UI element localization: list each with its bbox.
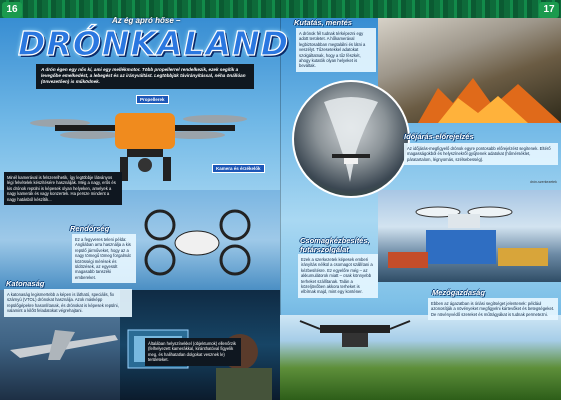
- rendorseg-text: Ez a fegyveres teleni példa: Angliában arra használja a kis repülő járműveket, hogy az a nagy tömegű tömeg forgalmát közösségi mérések és üldözések, az egyesült magasabb tanszéki embereket.: [72, 234, 136, 283]
- csomag-heading: Csomagkézbesítés, futárszolgálat: [300, 236, 370, 254]
- katonasag-text: A katonaság legismertebb a képen is látható, speciális, fix szárnyú (VTOL) drónokat használja. Azok másképp repülőgépekre hasonlítanak, és drónokat is képesek repülni, valamint a kilőtt feladatokat végrehajtani.: [4, 289, 132, 317]
- kutatas-text: A drónok fél tudnak térképezni egy adott területet. A hőkamerával legbiztosabban megtalálni és látni a veszélyt. Tűzesetekkel adatokat szolgáltatnak, hogy a tűz fészkét, ahogy kutatók olyan helyeket is beváltak.: [296, 28, 376, 72]
- intro-text: A drón égen egy nős kí, ami egy mellékmotor. Több propellerrel rendelkezik, ezek segítik a levegőbe emelkedést, a lebegést és az irányváltást. Legtöbbjük távirányítással, néha önállóan (önvezetően) is működnek.: [36, 64, 254, 89]
- parts-text: Minél kamerával is felszerelhetik, így legtöbbje látványos légi felvételek készítésére használják. Még a nagy, erős és kis drónok repülni is képesek olyan helyeken, amelyek a nagy kamerák és vagy konzertek. Ha persze mindent a nagy hatásból készítik...: [4, 172, 122, 205]
- idojaras-text: Az időjárás-megfigyelő drónok egyre pontosabb előrejelzést segítenek. Eltérő magasságokból és helyszínekről gyűjtenek adatokat (hőmérséklet, páratartalom, légnyomás, szélsebesség).: [404, 143, 558, 165]
- control-text: Általában helyszínekkel (objektumok) ellenőrzik (felhelyezett kamerákkal, kiránthatóval figyelik meg, és halihatatlan dolgokat vesznek le) területeket.: [145, 338, 241, 366]
- kutatas-heading: Kutatás, mentés: [294, 18, 352, 27]
- delivery-port-photo: [378, 190, 561, 282]
- csomag-text: Ezek a szerkezetek képesek emberi irányítás nélkül a csomagot szállítani a kézbesítésre. Ez egyelőre még – az akkumulátorok miatt – csak könnyebb terheket szállítanak. Talán a közeljövőben akkora terheket is elbírnak majd, mint egy konténer.: [298, 254, 378, 298]
- page-title: DRÓNKALAND: [18, 24, 290, 63]
- page-number-left: 16: [2, 2, 22, 18]
- page-number-right: 17: [539, 2, 559, 18]
- farming-drone-photo: [280, 315, 561, 400]
- mezo-heading: Mezőgazdaság: [432, 288, 485, 297]
- katonasag-heading: Katonaság: [6, 279, 45, 288]
- propeller-label: Propellerek: [136, 95, 169, 104]
- camera-label: Kamera és érzékelők: [212, 164, 265, 173]
- photo-credit: drón-szerkezetek: [530, 180, 557, 184]
- wildfire-photo: [378, 18, 561, 123]
- police-drone-illustration: [140, 205, 255, 280]
- rendorseg-heading: Rendőrség: [70, 224, 110, 233]
- title-kicker: Az ég apró hőse –: [112, 16, 181, 25]
- idojaras-heading: Időjárás-előrejelzés: [404, 132, 474, 141]
- tornado-photo: [292, 80, 410, 198]
- mezo-text: Ebben az ágazatban is óriási segítséget jelentenek: például azonosítják a növényeket megfigyelni kártevőket és betegségeket. De növényvédő szereket és műtrágyákat is tudnak permetezni.: [428, 298, 558, 320]
